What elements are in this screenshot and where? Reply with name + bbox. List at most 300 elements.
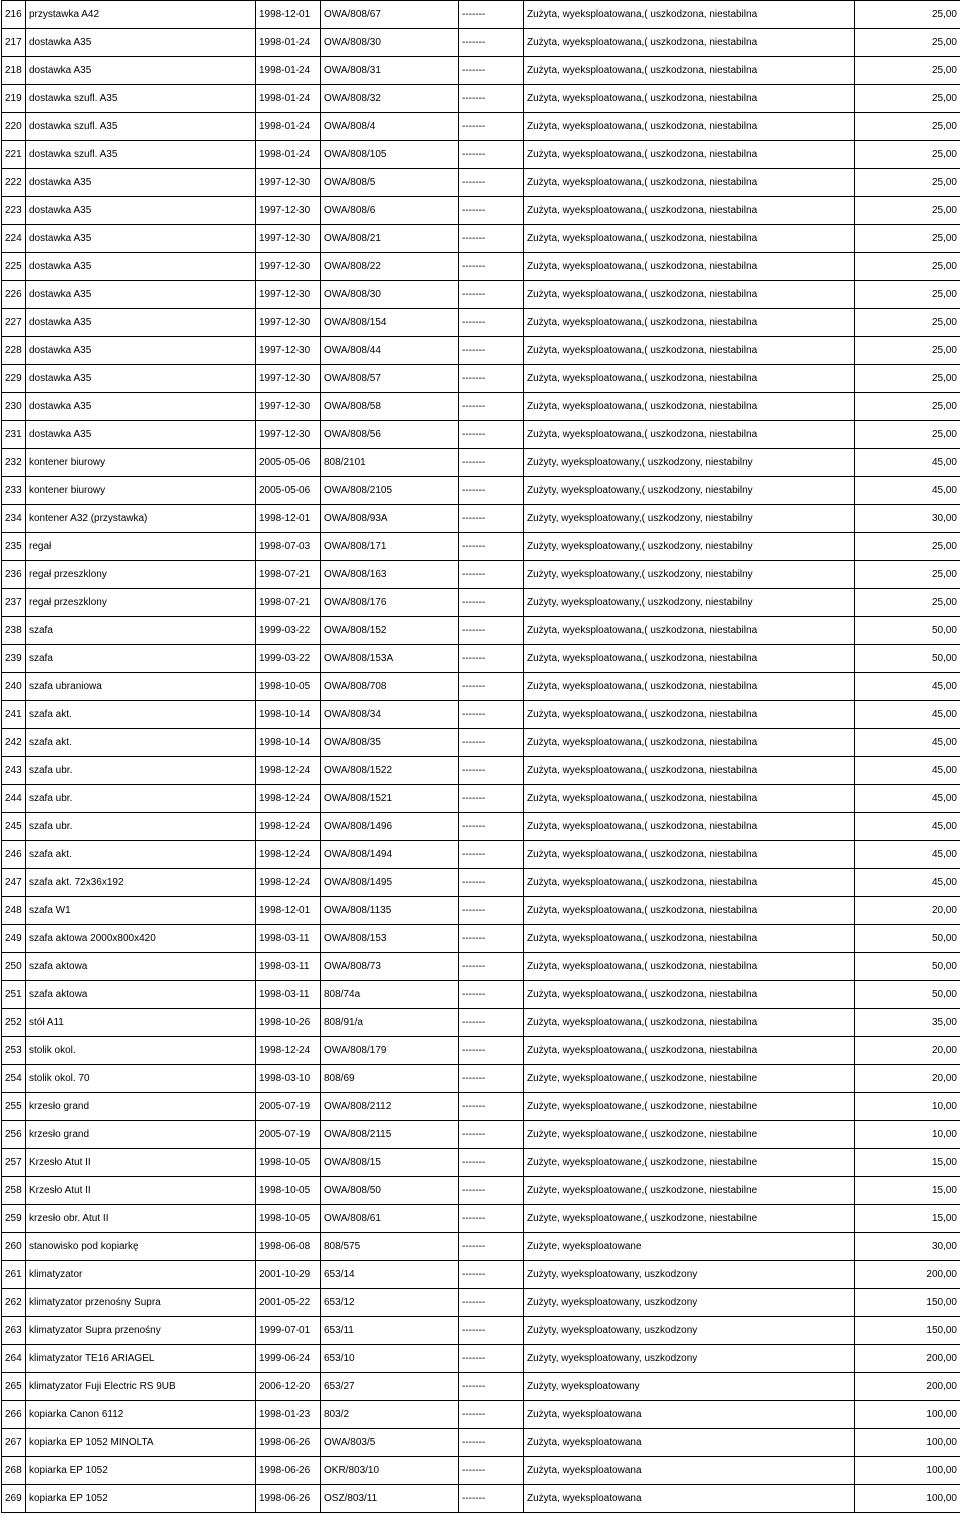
- item-name-cell: Krzesło Atut II: [26, 1149, 256, 1177]
- table-row: [2, 869, 960, 897]
- acquisition-date-cell: 1998-01-24: [256, 141, 321, 169]
- placeholder-dashes-cell: -------: [459, 337, 524, 365]
- inventory-table-body: [2, 1, 960, 1513]
- item-number-cell: 231: [2, 421, 26, 449]
- placeholder-dashes-cell: -------: [459, 253, 524, 281]
- placeholder-dashes-cell: -------: [459, 365, 524, 393]
- condition-description-cell: Zużyty, wyeksploatowany,( uszkodzony, niestabilny: [524, 561, 855, 589]
- inventory-number-cell: OWA/808/105: [321, 141, 459, 169]
- condition-description-cell: Zużyte, wyeksploatowane,( uszkodzone, niestabilne: [524, 1149, 855, 1177]
- table-row: [2, 533, 960, 561]
- item-name-cell: szafa akt.: [26, 841, 256, 869]
- condition-description-cell: Zużyte, wyeksploatowane: [524, 1233, 855, 1261]
- inventory-number-cell: OWA/808/154: [321, 309, 459, 337]
- inventory-number-cell: OWA/808/1521: [321, 785, 459, 813]
- item-value-cell: 25,00: [855, 337, 960, 365]
- acquisition-date-cell: 1998-10-05: [256, 1149, 321, 1177]
- item-value-cell: 25,00: [855, 365, 960, 393]
- item-number-cell: 229: [2, 365, 26, 393]
- condition-description-cell: Zużyta, wyeksploatowana,( uszkodzona, niestabilna: [524, 337, 855, 365]
- table-row: [2, 1457, 960, 1485]
- item-name-cell: regał przeszklony: [26, 589, 256, 617]
- inventory-number-cell: OWA/808/1495: [321, 869, 459, 897]
- placeholder-dashes-cell: -------: [459, 1177, 524, 1205]
- condition-description-cell: Zużyta, wyeksploatowana,( uszkodzona, niestabilna: [524, 309, 855, 337]
- inventory-number-cell: OWA/808/32: [321, 85, 459, 113]
- item-value-cell: 25,00: [855, 393, 960, 421]
- acquisition-date-cell: 1998-10-14: [256, 701, 321, 729]
- inventory-number-cell: 653/11: [321, 1317, 459, 1345]
- placeholder-dashes-cell: -------: [459, 841, 524, 869]
- item-value-cell: 200,00: [855, 1345, 960, 1373]
- acquisition-date-cell: 1998-10-05: [256, 1205, 321, 1233]
- table-row: [2, 421, 960, 449]
- acquisition-date-cell: 1997-12-30: [256, 281, 321, 309]
- item-value-cell: 25,00: [855, 85, 960, 113]
- condition-description-cell: Zużyta, wyeksploatowana,( uszkodzona, niestabilna: [524, 365, 855, 393]
- condition-description-cell: Zużyta, wyeksploatowana,( uszkodzona, niestabilna: [524, 869, 855, 897]
- item-name-cell: stolik okol.: [26, 1037, 256, 1065]
- acquisition-date-cell: 1998-01-24: [256, 113, 321, 141]
- inventory-number-cell: OWA/808/30: [321, 281, 459, 309]
- placeholder-dashes-cell: -------: [459, 617, 524, 645]
- item-value-cell: 50,00: [855, 925, 960, 953]
- condition-description-cell: Zużyta, wyeksploatowana,( uszkodzona, niestabilna: [524, 701, 855, 729]
- item-name-cell: stolik okol. 70: [26, 1065, 256, 1093]
- condition-description-cell: Zużyty, wyeksploatowany,( uszkodzony, niestabilny: [524, 477, 855, 505]
- acquisition-date-cell: 1998-10-14: [256, 729, 321, 757]
- item-name-cell: szafa W1: [26, 897, 256, 925]
- inventory-number-cell: OWA/808/6: [321, 197, 459, 225]
- placeholder-dashes-cell: -------: [459, 981, 524, 1009]
- item-number-cell: 267: [2, 1429, 26, 1457]
- table-row: [2, 1261, 960, 1289]
- item-name-cell: szafa aktowa 2000x800x420: [26, 925, 256, 953]
- item-number-cell: 245: [2, 813, 26, 841]
- condition-description-cell: Zużyta, wyeksploatowana,( uszkodzona, niestabilna: [524, 253, 855, 281]
- inventory-number-cell: 653/27: [321, 1373, 459, 1401]
- acquisition-date-cell: 1998-03-10: [256, 1065, 321, 1093]
- item-value-cell: 45,00: [855, 869, 960, 897]
- table-row: [2, 673, 960, 701]
- acquisition-date-cell: 1998-06-26: [256, 1485, 321, 1513]
- item-number-cell: 228: [2, 337, 26, 365]
- placeholder-dashes-cell: -------: [459, 169, 524, 197]
- table-row: [2, 1345, 960, 1373]
- inventory-number-cell: OWA/808/73: [321, 953, 459, 981]
- inventory-number-cell: OWA/808/1522: [321, 757, 459, 785]
- acquisition-date-cell: 1998-12-24: [256, 1037, 321, 1065]
- inventory-number-cell: 653/10: [321, 1345, 459, 1373]
- table-row: [2, 477, 960, 505]
- item-number-cell: 265: [2, 1373, 26, 1401]
- acquisition-date-cell: 1997-12-30: [256, 421, 321, 449]
- inventory-number-cell: OWA/808/58: [321, 393, 459, 421]
- table-row: [2, 729, 960, 757]
- item-name-cell: klimatyzator Supra przenośny: [26, 1317, 256, 1345]
- item-value-cell: 100,00: [855, 1457, 960, 1485]
- item-value-cell: 10,00: [855, 1093, 960, 1121]
- item-value-cell: 45,00: [855, 449, 960, 477]
- condition-description-cell: Zużyta, wyeksploatowana,( uszkodzona, niestabilna: [524, 1, 855, 29]
- inventory-number-cell: 808/91/a: [321, 1009, 459, 1037]
- item-number-cell: 248: [2, 897, 26, 925]
- acquisition-date-cell: 1998-01-24: [256, 29, 321, 57]
- item-number-cell: 260: [2, 1233, 26, 1261]
- item-value-cell: 20,00: [855, 897, 960, 925]
- item-name-cell: stół A11: [26, 1009, 256, 1037]
- item-number-cell: 250: [2, 953, 26, 981]
- item-number-cell: 263: [2, 1317, 26, 1345]
- condition-description-cell: Zużyte, wyeksploatowane,( uszkodzone, niestabilne: [524, 1065, 855, 1093]
- inventory-number-cell: OWA/808/15: [321, 1149, 459, 1177]
- condition-description-cell: Zużyta, wyeksploatowana,( uszkodzona, niestabilna: [524, 813, 855, 841]
- placeholder-dashes-cell: -------: [459, 393, 524, 421]
- inventory-number-cell: OWA/808/2112: [321, 1093, 459, 1121]
- table-row: [2, 897, 960, 925]
- item-value-cell: 50,00: [855, 617, 960, 645]
- acquisition-date-cell: 1997-12-30: [256, 225, 321, 253]
- item-name-cell: krzesło grand: [26, 1121, 256, 1149]
- item-number-cell: 261: [2, 1261, 26, 1289]
- table-row: [2, 757, 960, 785]
- item-number-cell: 226: [2, 281, 26, 309]
- acquisition-date-cell: 1997-12-30: [256, 365, 321, 393]
- placeholder-dashes-cell: -------: [459, 1457, 524, 1485]
- item-value-cell: 10,00: [855, 1121, 960, 1149]
- acquisition-date-cell: 1998-12-24: [256, 869, 321, 897]
- item-name-cell: kontener biurowy: [26, 477, 256, 505]
- inventory-number-cell: 803/2: [321, 1401, 459, 1429]
- inventory-number-cell: OWA/808/176: [321, 589, 459, 617]
- condition-description-cell: Zużyte, wyeksploatowane,( uszkodzone, niestabilne: [524, 1121, 855, 1149]
- item-number-cell: 257: [2, 1149, 26, 1177]
- condition-description-cell: Zużyta, wyeksploatowana,( uszkodzona, niestabilna: [524, 421, 855, 449]
- placeholder-dashes-cell: -------: [459, 953, 524, 981]
- table-row: [2, 29, 960, 57]
- inventory-number-cell: OWA/808/22: [321, 253, 459, 281]
- inventory-number-cell: OWA/808/44: [321, 337, 459, 365]
- acquisition-date-cell: 1997-12-30: [256, 337, 321, 365]
- item-number-cell: 232: [2, 449, 26, 477]
- item-value-cell: 45,00: [855, 477, 960, 505]
- item-value-cell: 50,00: [855, 645, 960, 673]
- item-value-cell: 45,00: [855, 757, 960, 785]
- item-number-cell: 240: [2, 673, 26, 701]
- item-name-cell: stanowisko pod kopiarkę: [26, 1233, 256, 1261]
- item-number-cell: 243: [2, 757, 26, 785]
- item-value-cell: 30,00: [855, 1233, 960, 1261]
- item-number-cell: 230: [2, 393, 26, 421]
- placeholder-dashes-cell: -------: [459, 113, 524, 141]
- table-row: [2, 841, 960, 869]
- item-name-cell: szafa: [26, 645, 256, 673]
- placeholder-dashes-cell: -------: [459, 1429, 524, 1457]
- condition-description-cell: Zużyta, wyeksploatowana,( uszkodzona, niestabilna: [524, 141, 855, 169]
- table-row: [2, 1233, 960, 1261]
- acquisition-date-cell: 1997-12-30: [256, 393, 321, 421]
- inventory-number-cell: OWA/808/31: [321, 57, 459, 85]
- item-number-cell: 242: [2, 729, 26, 757]
- acquisition-date-cell: 2001-10-29: [256, 1261, 321, 1289]
- item-number-cell: 269: [2, 1485, 26, 1513]
- placeholder-dashes-cell: -------: [459, 729, 524, 757]
- inventory-number-cell: 653/14: [321, 1261, 459, 1289]
- table-row: [2, 645, 960, 673]
- condition-description-cell: Zużyta, wyeksploatowana: [524, 1485, 855, 1513]
- inventory-number-cell: OWA/808/67: [321, 1, 459, 29]
- condition-description-cell: Zużyta, wyeksploatowana,( uszkodzona, niestabilna: [524, 1009, 855, 1037]
- condition-description-cell: Zużyty, wyeksploatowany,( uszkodzony, niestabilny: [524, 533, 855, 561]
- item-number-cell: 220: [2, 113, 26, 141]
- condition-description-cell: Zużyta, wyeksploatowana: [524, 1401, 855, 1429]
- condition-description-cell: Zużyty, wyeksploatowany: [524, 1373, 855, 1401]
- inventory-number-cell: 808/2101: [321, 449, 459, 477]
- item-name-cell: dostawka A35: [26, 337, 256, 365]
- condition-description-cell: Zużyta, wyeksploatowana,( uszkodzona, niestabilna: [524, 757, 855, 785]
- condition-description-cell: Zużyta, wyeksploatowana,( uszkodzona, niestabilna: [524, 281, 855, 309]
- inventory-number-cell: OKR/803/10: [321, 1457, 459, 1485]
- item-value-cell: 45,00: [855, 729, 960, 757]
- table-row: [2, 1401, 960, 1429]
- condition-description-cell: Zużyta, wyeksploatowana,( uszkodzona, niestabilna: [524, 617, 855, 645]
- condition-description-cell: Zużyta, wyeksploatowana,( uszkodzona, niestabilna: [524, 57, 855, 85]
- item-value-cell: 25,00: [855, 281, 960, 309]
- condition-description-cell: Zużyty, wyeksploatowany,( uszkodzony, niestabilny: [524, 449, 855, 477]
- condition-description-cell: Zużyta, wyeksploatowana,( uszkodzona, niestabilna: [524, 981, 855, 1009]
- item-value-cell: 150,00: [855, 1317, 960, 1345]
- item-name-cell: dostawka A35: [26, 57, 256, 85]
- item-number-cell: 234: [2, 505, 26, 533]
- item-name-cell: kopiarka Canon 6112: [26, 1401, 256, 1429]
- item-value-cell: 15,00: [855, 1205, 960, 1233]
- placeholder-dashes-cell: -------: [459, 1261, 524, 1289]
- table-row: [2, 701, 960, 729]
- item-value-cell: 100,00: [855, 1485, 960, 1513]
- placeholder-dashes-cell: -------: [459, 589, 524, 617]
- condition-description-cell: Zużyta, wyeksploatowana,( uszkodzona, niestabilna: [524, 85, 855, 113]
- placeholder-dashes-cell: -------: [459, 281, 524, 309]
- table-row: [2, 617, 960, 645]
- inventory-number-cell: OWA/808/171: [321, 533, 459, 561]
- inventory-number-cell: OWA/808/179: [321, 1037, 459, 1065]
- item-name-cell: kopiarka EP 1052: [26, 1457, 256, 1485]
- inventory-number-cell: OWA/803/5: [321, 1429, 459, 1457]
- item-number-cell: 222: [2, 169, 26, 197]
- acquisition-date-cell: 1998-03-11: [256, 925, 321, 953]
- item-number-cell: 247: [2, 869, 26, 897]
- placeholder-dashes-cell: -------: [459, 785, 524, 813]
- inventory-number-cell: OWA/808/56: [321, 421, 459, 449]
- item-name-cell: krzesło obr. Atut II: [26, 1205, 256, 1233]
- placeholder-dashes-cell: -------: [459, 757, 524, 785]
- inventory-number-cell: OWA/808/152: [321, 617, 459, 645]
- item-name-cell: dostawka A35: [26, 281, 256, 309]
- item-name-cell: szafa ubr.: [26, 757, 256, 785]
- item-name-cell: dostawka A35: [26, 365, 256, 393]
- placeholder-dashes-cell: -------: [459, 1485, 524, 1513]
- item-name-cell: szafa ubr.: [26, 785, 256, 813]
- condition-description-cell: Zużyta, wyeksploatowana,( uszkodzona, niestabilna: [524, 897, 855, 925]
- acquisition-date-cell: 1997-12-30: [256, 169, 321, 197]
- item-name-cell: szafa ubr.: [26, 813, 256, 841]
- acquisition-date-cell: 2005-05-06: [256, 449, 321, 477]
- placeholder-dashes-cell: -------: [459, 1, 524, 29]
- placeholder-dashes-cell: -------: [459, 505, 524, 533]
- table-row: [2, 1009, 960, 1037]
- acquisition-date-cell: 1999-07-01: [256, 1317, 321, 1345]
- item-number-cell: 244: [2, 785, 26, 813]
- item-value-cell: 35,00: [855, 1009, 960, 1037]
- condition-description-cell: Zużyta, wyeksploatowana: [524, 1457, 855, 1485]
- acquisition-date-cell: 1999-03-22: [256, 617, 321, 645]
- item-value-cell: 25,00: [855, 197, 960, 225]
- table-row: [2, 953, 960, 981]
- table-row: [2, 225, 960, 253]
- table-row: [2, 1121, 960, 1149]
- item-name-cell: krzesło grand: [26, 1093, 256, 1121]
- condition-description-cell: Zużyta, wyeksploatowana,( uszkodzona, niestabilna: [524, 393, 855, 421]
- item-number-cell: 239: [2, 645, 26, 673]
- inventory-number-cell: OWA/808/4: [321, 113, 459, 141]
- acquisition-date-cell: 1997-12-30: [256, 197, 321, 225]
- item-value-cell: 25,00: [855, 533, 960, 561]
- table-row: [2, 1205, 960, 1233]
- item-number-cell: 259: [2, 1205, 26, 1233]
- item-number-cell: 241: [2, 701, 26, 729]
- item-value-cell: 15,00: [855, 1149, 960, 1177]
- acquisition-date-cell: 1998-01-24: [256, 57, 321, 85]
- item-name-cell: kontener biurowy: [26, 449, 256, 477]
- condition-description-cell: Zużyte, wyeksploatowane,( uszkodzone, niestabilne: [524, 1093, 855, 1121]
- acquisition-date-cell: 1999-06-24: [256, 1345, 321, 1373]
- item-number-cell: 251: [2, 981, 26, 1009]
- item-name-cell: Krzesło Atut II: [26, 1177, 256, 1205]
- condition-description-cell: Zużyty, wyeksploatowany, uszkodzony: [524, 1261, 855, 1289]
- item-name-cell: dostawka A35: [26, 253, 256, 281]
- table-row: [2, 1429, 960, 1457]
- placeholder-dashes-cell: -------: [459, 925, 524, 953]
- condition-description-cell: Zużyta, wyeksploatowana,( uszkodzona, niestabilna: [524, 169, 855, 197]
- inventory-number-cell: OWA/808/34: [321, 701, 459, 729]
- item-value-cell: 25,00: [855, 169, 960, 197]
- item-number-cell: 249: [2, 925, 26, 953]
- item-name-cell: przystawka A42: [26, 1, 256, 29]
- item-name-cell: kopiarka EP 1052: [26, 1485, 256, 1513]
- table-row: [2, 1485, 960, 1513]
- item-number-cell: 218: [2, 57, 26, 85]
- placeholder-dashes-cell: -------: [459, 309, 524, 337]
- acquisition-date-cell: 2005-05-06: [256, 477, 321, 505]
- placeholder-dashes-cell: -------: [459, 897, 524, 925]
- placeholder-dashes-cell: -------: [459, 1121, 524, 1149]
- placeholder-dashes-cell: -------: [459, 673, 524, 701]
- placeholder-dashes-cell: -------: [459, 477, 524, 505]
- placeholder-dashes-cell: -------: [459, 1093, 524, 1121]
- item-number-cell: 219: [2, 85, 26, 113]
- item-value-cell: 30,00: [855, 505, 960, 533]
- item-value-cell: 25,00: [855, 29, 960, 57]
- acquisition-date-cell: 1998-07-21: [256, 589, 321, 617]
- placeholder-dashes-cell: -------: [459, 1401, 524, 1429]
- acquisition-date-cell: 1998-10-05: [256, 1177, 321, 1205]
- condition-description-cell: Zużyty, wyeksploatowany,( uszkodzony, niestabilny: [524, 589, 855, 617]
- condition-description-cell: Zużyta, wyeksploatowana,( uszkodzona, niestabilna: [524, 113, 855, 141]
- item-name-cell: kontener A32 (przystawka): [26, 505, 256, 533]
- acquisition-date-cell: 2005-07-19: [256, 1093, 321, 1121]
- table-row: [2, 981, 960, 1009]
- table-row: [2, 197, 960, 225]
- item-number-cell: 227: [2, 309, 26, 337]
- table-row: [2, 281, 960, 309]
- placeholder-dashes-cell: -------: [459, 1065, 524, 1093]
- acquisition-date-cell: 1998-12-24: [256, 841, 321, 869]
- table-row: [2, 169, 960, 197]
- condition-description-cell: Zużyta, wyeksploatowana,( uszkodzona, niestabilna: [524, 841, 855, 869]
- item-name-cell: dostawka szufl. A35: [26, 113, 256, 141]
- item-number-cell: 254: [2, 1065, 26, 1093]
- item-name-cell: klimatyzator Fuji Electric RS 9UB: [26, 1373, 256, 1401]
- table-row: [2, 785, 960, 813]
- inventory-number-cell: OSZ/803/11: [321, 1485, 459, 1513]
- item-value-cell: 45,00: [855, 701, 960, 729]
- inventory-number-cell: OWA/808/2105: [321, 477, 459, 505]
- placeholder-dashes-cell: -------: [459, 1205, 524, 1233]
- item-name-cell: szafa: [26, 617, 256, 645]
- inventory-number-cell: OWA/808/30: [321, 29, 459, 57]
- item-number-cell: 223: [2, 197, 26, 225]
- item-number-cell: 264: [2, 1345, 26, 1373]
- item-number-cell: 256: [2, 1121, 26, 1149]
- acquisition-date-cell: 1998-06-26: [256, 1429, 321, 1457]
- placeholder-dashes-cell: -------: [459, 869, 524, 897]
- table-row: [2, 113, 960, 141]
- acquisition-date-cell: 1998-12-01: [256, 1, 321, 29]
- item-number-cell: 255: [2, 1093, 26, 1121]
- table-row: [2, 589, 960, 617]
- table-row: [2, 561, 960, 589]
- item-value-cell: 20,00: [855, 1037, 960, 1065]
- acquisition-date-cell: 1998-12-24: [256, 785, 321, 813]
- item-name-cell: dostawka A35: [26, 29, 256, 57]
- inventory-number-cell: OWA/808/1135: [321, 897, 459, 925]
- inventory-number-cell: OWA/808/708: [321, 673, 459, 701]
- item-value-cell: 25,00: [855, 421, 960, 449]
- inventory-number-cell: OWA/808/5: [321, 169, 459, 197]
- item-name-cell: dostawka szufl. A35: [26, 85, 256, 113]
- table-row: [2, 1317, 960, 1345]
- table-row: [2, 1373, 960, 1401]
- table-row: [2, 1065, 960, 1093]
- item-value-cell: 25,00: [855, 589, 960, 617]
- table-row: [2, 393, 960, 421]
- placeholder-dashes-cell: -------: [459, 1233, 524, 1261]
- placeholder-dashes-cell: -------: [459, 197, 524, 225]
- placeholder-dashes-cell: -------: [459, 701, 524, 729]
- acquisition-date-cell: 1998-03-11: [256, 953, 321, 981]
- item-name-cell: dostawka A35: [26, 197, 256, 225]
- inventory-number-cell: OWA/808/57: [321, 365, 459, 393]
- acquisition-date-cell: 1998-07-03: [256, 533, 321, 561]
- table-row: [2, 253, 960, 281]
- inventory-number-cell: OWA/808/21: [321, 225, 459, 253]
- acquisition-date-cell: 1998-12-24: [256, 813, 321, 841]
- inventory-number-cell: OWA/808/153: [321, 925, 459, 953]
- acquisition-date-cell: 1998-06-26: [256, 1457, 321, 1485]
- item-value-cell: 25,00: [855, 253, 960, 281]
- inventory-number-cell: OWA/808/163: [321, 561, 459, 589]
- condition-description-cell: Zużyta, wyeksploatowana,( uszkodzona, niestabilna: [524, 1037, 855, 1065]
